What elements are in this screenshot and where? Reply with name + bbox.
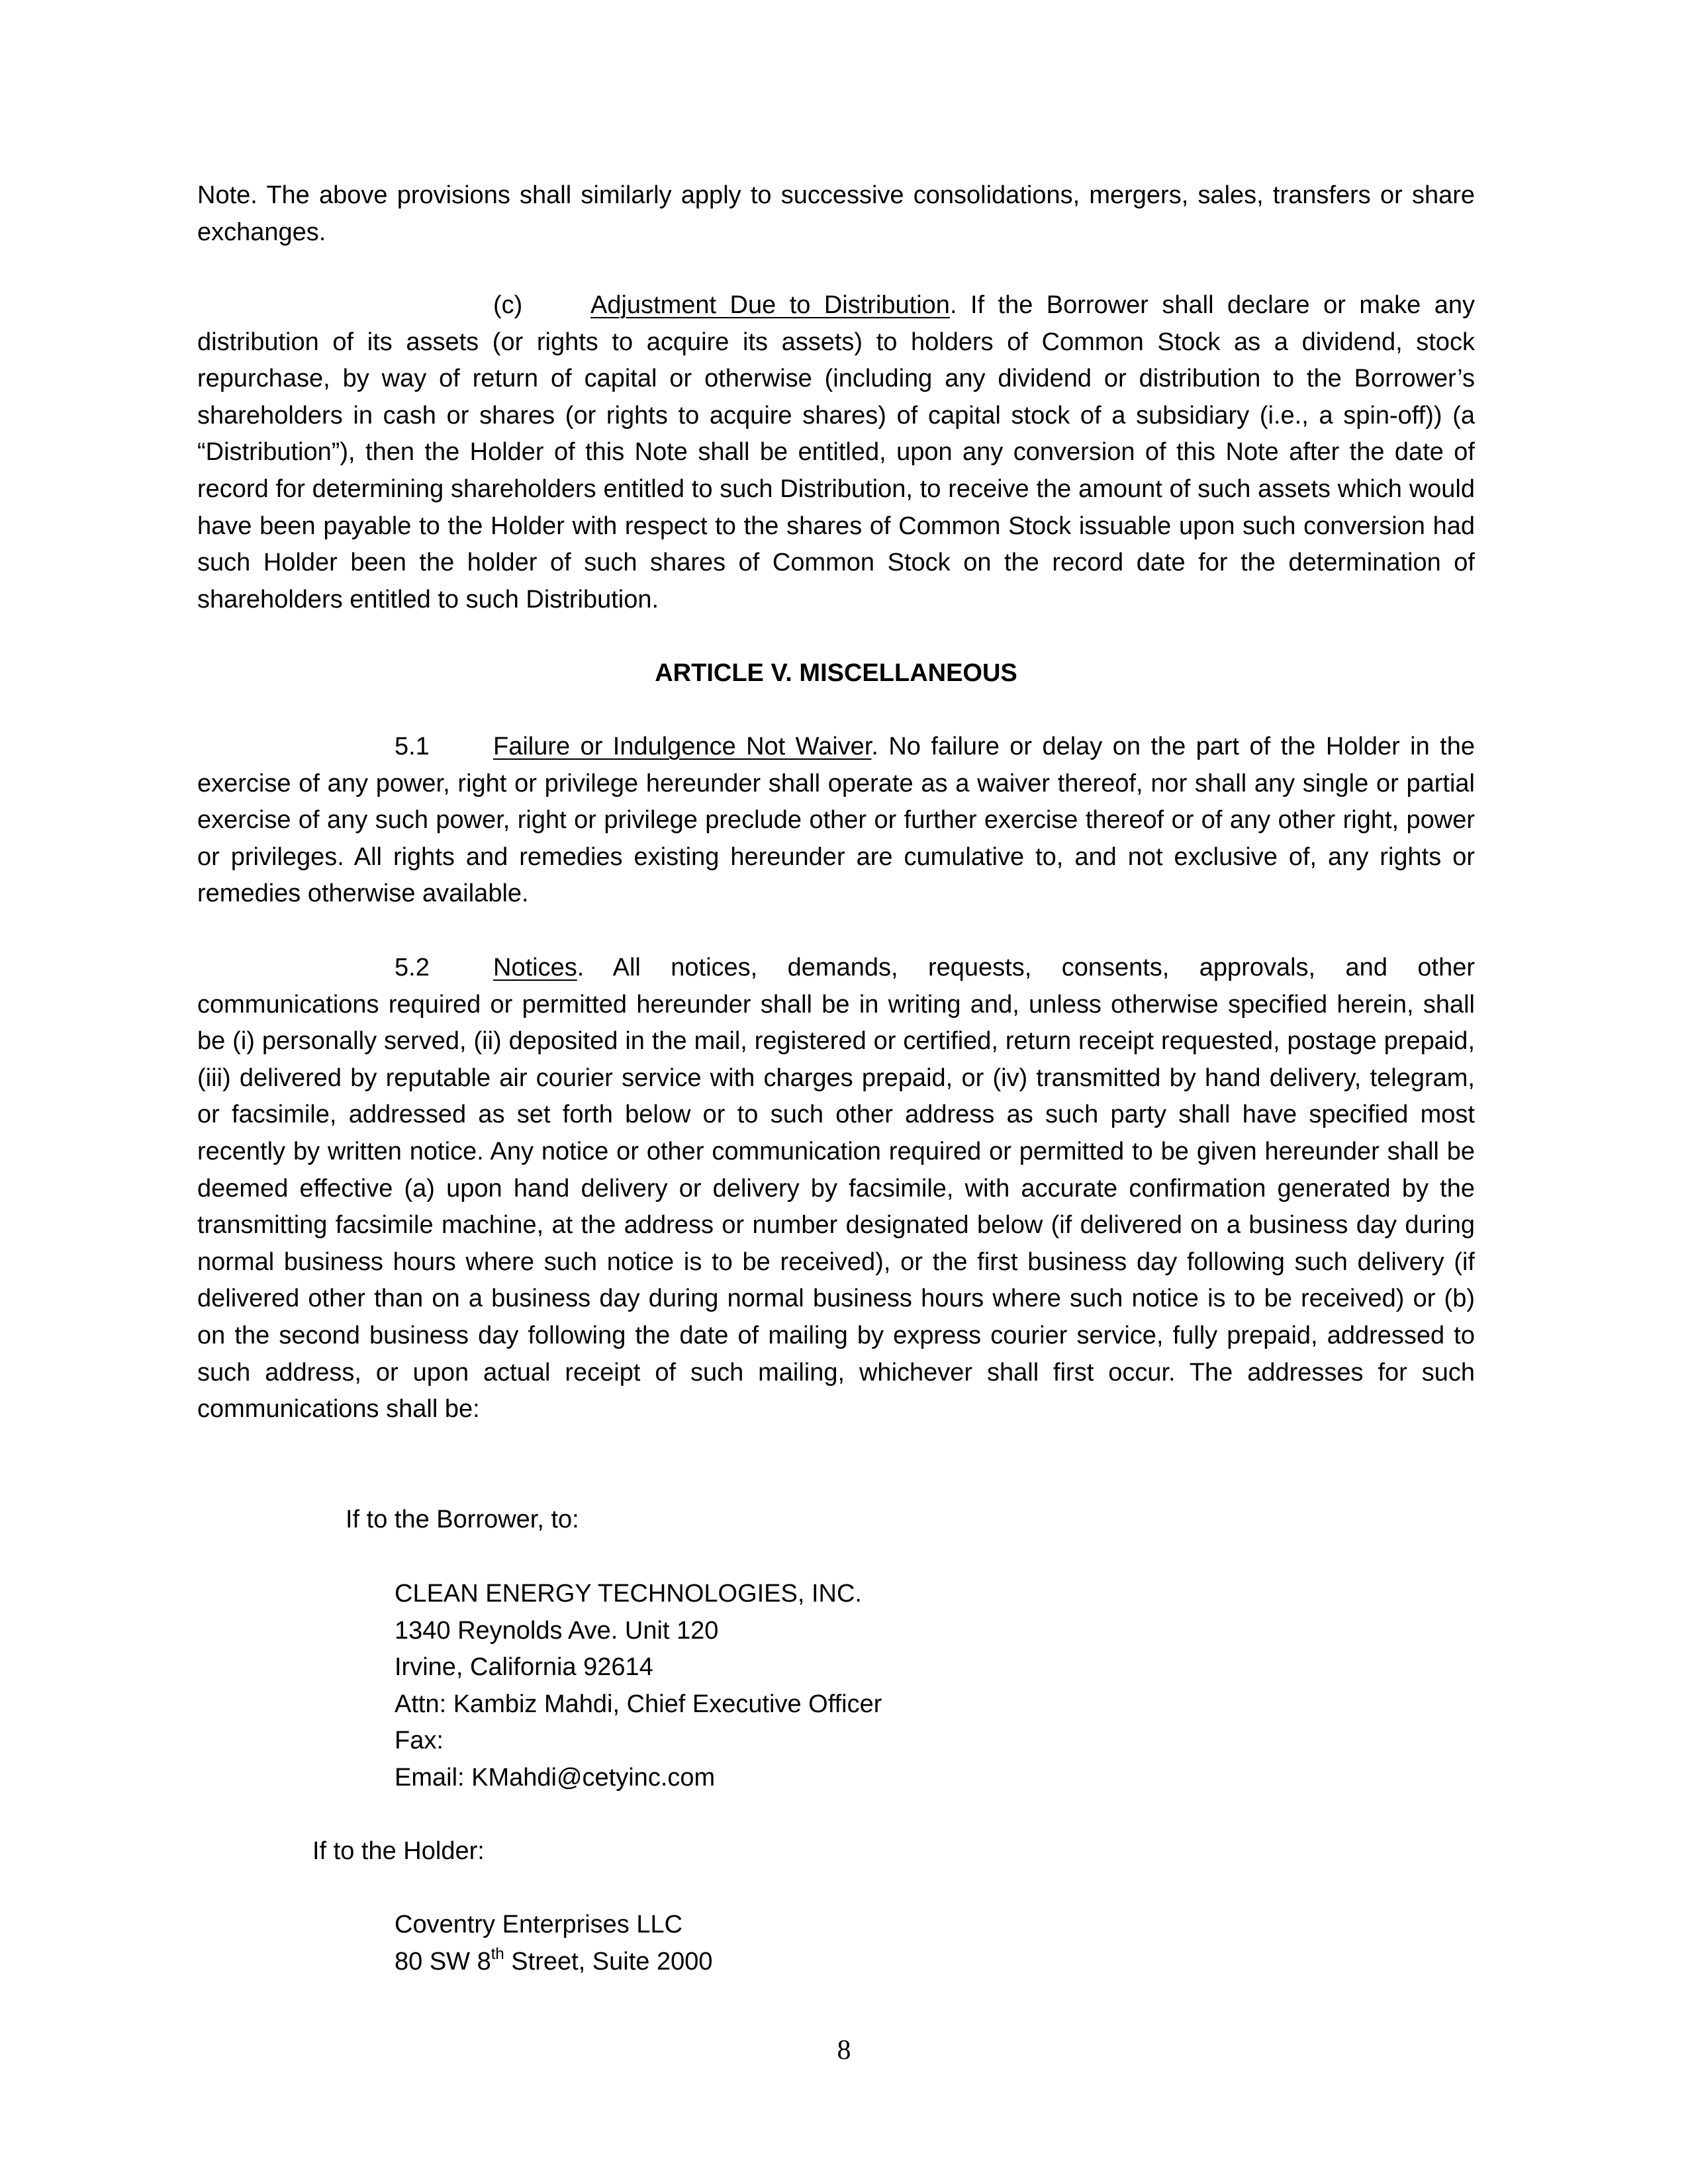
borrower-street: 1340 Reynolds Ave. Unit 120 (395, 1616, 719, 1645)
borrower-address-block (395, 1576, 1321, 1797)
borrower-city: Irvine, California 92614 (395, 1653, 653, 1682)
borrower-intro: If to the Borrower, to: (346, 1506, 579, 1533)
section-5-1-body: No failure or delay on the part of the Holder in the exercise of any power, right or privilege hereunder shall operate as a waiver thereof, nor shall any single or partial exercise of any such power, right or privilege preclude other or further exercise thereof or of any other right, power or privileges. All rights and remedies existing hereunder are cumulative to, and not exclusive of, any rights or remedies otherwise available. (197, 733, 1475, 908)
section-c-number: (c) (493, 291, 523, 319)
continuation-text: Note. The above provisions shall similarly apply to successive consolidations, mergers, sales, transfers or share exchanges. (197, 181, 1475, 246)
holder-address-block (395, 1907, 1321, 1980)
section-5-2-title: Notices (493, 954, 577, 981)
borrower-fax: Fax: (395, 1727, 444, 1755)
section-5-2-paragraph: 5.2 Notices. All notices, demands, requests, consents, approvals, and other communications required or permitted hereunder shall be in writing and, unless otherwise specified herein, shall be (i) personally served, (ii) deposited in the mail, registered or certified, return receipt requested, postage prepaid, (iii) delivered by reputable air courier service with charges prepaid, or (iv) transmitted by hand delivery, telegram, or facsimile, addressed as set forth below or to such other address as such party shall have specified most recently by written notice. Any notice or other communication required or permitted to be given hereunder shall be deemed effective (a) upon hand delivery or delivery by facsimile, with accurate confirmation generated by the transmitting facsimile machine, at the address or number designated below (if delivered on a business day during normal business hours where such notice is to be received), or the first business day following such delivery (if delivered other than on a business day during normal business hours where such notice is to be received) or (b) on the second business day following the date of mailing by express courier service, fully prepaid, addressed to such address, or upon actual receipt of such mailing, whichever shall first occur. The addresses for such communications shall be: (197, 950, 1475, 1428)
holder-name: Coventry Enterprises LLC (395, 1911, 683, 1938)
continuation-paragraph (197, 177, 1475, 251)
holder-intro: If to the Holder: (312, 1837, 485, 1865)
borrower-attn: Attn: Kambiz Mahdi, Chief Executive Officer (395, 1690, 882, 1718)
section-5-1-title: Failure or Indulgence Not Waiver (493, 733, 872, 760)
article-heading: ARTICLE V. MISCELLANEOUS (655, 659, 1017, 687)
section-c-title: Adjustment Due to Distribution (590, 291, 950, 319)
borrower-name: CLEAN ENERGY TECHNOLOGIES, INC. (395, 1580, 862, 1608)
section-c-body: If the Borrower shall declare or make any distribution of its assets (or rights to acquire its assets) to holders of Common Stock as a dividend, stock repurchase, by way of return of capital or otherwise (including any dividend or distribution to the Borrower’s shareholders in cash or shares (or rights to acquire shares) of capital stock of a subsidiary (i.e., a spin-off)) (a “Distribution”), then the Holder of this Note shall be entitled, upon any conversion of this Note after the date of record for determining shareholders entitled to such Distribution, to receive the amount of such assets which would have been payable to the Holder with respect to the shares of Common Stock issuable upon such conversion had such Holder been the holder of such shares of Common Stock on the record date for the determination of shareholders entitled to such Distribution. (197, 291, 1475, 614)
section-c-paragraph: (c) Adjustment Due to Distribution. If the Borrower shall declare or make any distribution of its assets (or rights to acquire its assets) to holders of Common Stock as a dividend, stock repurchase, by way of return of capital or otherwise (including any dividend or distribution to the Borrower’s shareholders in cash or shares (or rights to acquire shares) of capital stock of a subsidiary (i.e., a spin-off)) (a “Distribution”), then the Holder of this Note shall be entitled, upon any conversion of this Note after the date of record for determining shareholders entitled to such Distribution, to receive the amount of such assets which would have been payable to the Holder with respect to the shares of Common Stock issuable upon such conversion had such Holder been the holder of such shares of Common Stock on the record date for the determination of shareholders entitled to such Distribution. (197, 287, 1475, 618)
section-5-2-body: All notices, demands, requests, consents, approvals, and other communications required or permitted hereunder shall be in writing and, unless otherwise specified herein, shall be (i) personally served, (ii) deposited in the mail, registered or certified, return receipt requested, postage prepaid, (iii) delivered by reputable air courier service with charges prepaid, or (iv) transmitted by hand delivery, telegram, or facsimile, addressed as set forth below or to such other address as such party shall have specified most recently by written notice. Any notice or other communication required or permitted to be given hereunder shall be deemed effective (a) upon hand delivery or delivery by facsimile, with accurate confirmation generated by the transmitting facsimile machine, at the address or number designated below (if delivered on a business day during normal business hours where such notice is to be received), or the first business day following such delivery (if delivered other than on a business day during normal business hours where such notice is to be received) or (b) on the second business day following the date of mailing by express courier service, fully prepaid, addressed to such address, or upon actual receipt of such mailing, whichever shall first occur. The addresses for such communications shall be: (197, 954, 1475, 1424)
section-5-1-number: 5.1 (395, 733, 430, 760)
section-5-1-paragraph: 5.1 Failure or Indulgence Not Waiver. No failure or delay on the part of the Holder in the exercise of any power, right or privilege hereunder shall operate as a waiver thereof, nor shall any single or partial exercise of any such power, right or privilege preclude other or further exercise thereof or of any other right, power or privileges. All rights and remedies existing hereunder are cumulative to, and not exclusive of, any rights or remedies otherwise available. (197, 729, 1475, 913)
page-number: 8 (837, 2035, 851, 2066)
borrower-email: Email: KMahdi@cetyinc.com (395, 1763, 716, 1792)
section-5-2-number: 5.2 (395, 954, 430, 981)
holder-street: 80 SW 8th Street, Suite 2000 (395, 1944, 713, 1976)
